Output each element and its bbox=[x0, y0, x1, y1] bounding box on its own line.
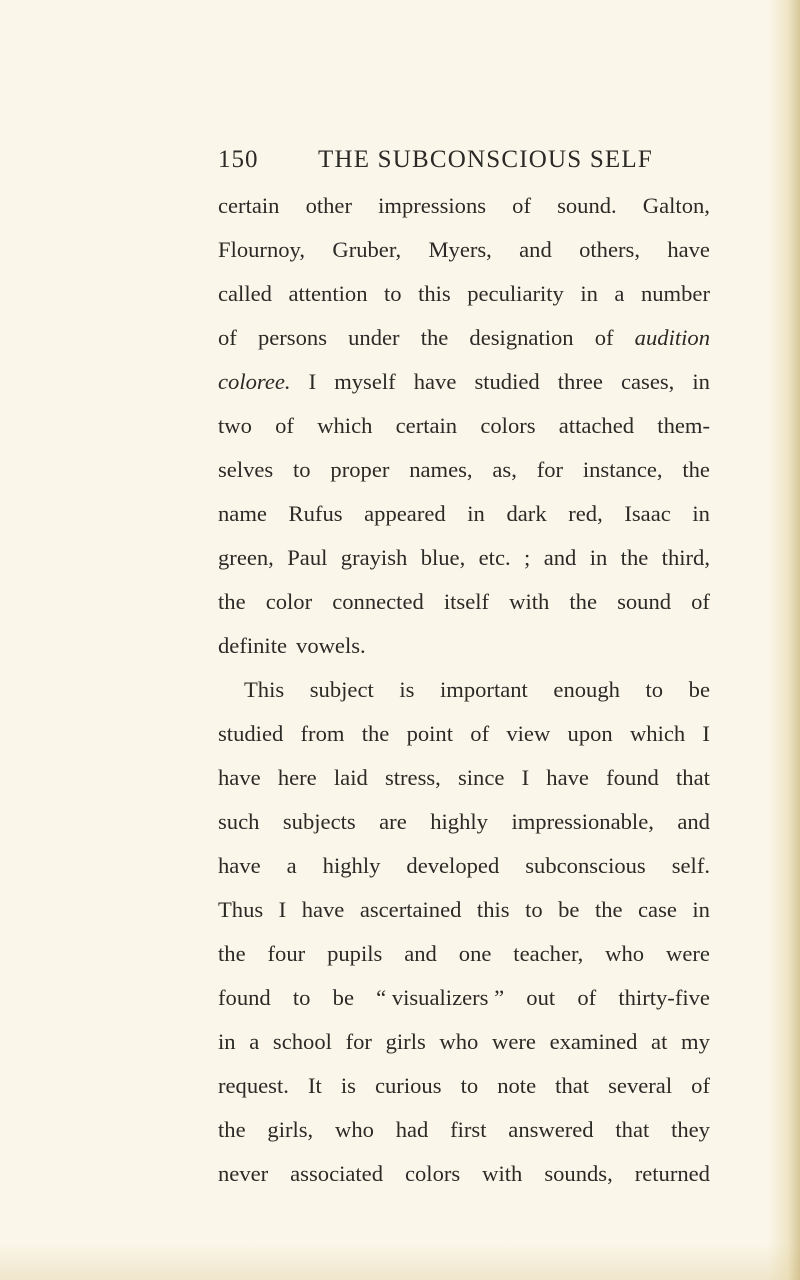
text-line bbox=[218, 844, 710, 888]
word: that bbox=[555, 1073, 590, 1098]
word: have bbox=[218, 765, 261, 790]
word: the bbox=[420, 325, 449, 350]
word: which bbox=[629, 721, 686, 746]
word: and bbox=[543, 545, 577, 570]
word: since bbox=[457, 765, 505, 790]
text-line bbox=[218, 360, 710, 404]
word: attention bbox=[288, 281, 368, 306]
text-line bbox=[218, 272, 710, 316]
word: to bbox=[460, 1073, 479, 1098]
word: proper bbox=[330, 457, 390, 482]
text-line bbox=[218, 316, 710, 360]
word: I bbox=[308, 369, 317, 394]
word: vowels. bbox=[296, 633, 366, 658]
word: the bbox=[569, 589, 597, 614]
word: note bbox=[497, 1073, 537, 1098]
word: a bbox=[286, 853, 297, 878]
word: request. bbox=[218, 1073, 289, 1098]
word: designation bbox=[469, 325, 574, 350]
word: other bbox=[305, 193, 352, 218]
word: school bbox=[272, 1029, 332, 1054]
word: of bbox=[275, 413, 294, 438]
word: grayish bbox=[340, 545, 408, 570]
word: persons bbox=[257, 325, 327, 350]
word: thirty-five bbox=[618, 985, 710, 1010]
word: were bbox=[492, 1029, 536, 1054]
word: here bbox=[277, 765, 317, 790]
word: instance, bbox=[582, 457, 663, 482]
word: examined bbox=[549, 1029, 638, 1054]
word: I bbox=[278, 897, 287, 922]
word: teacher, bbox=[513, 941, 584, 966]
word: Flournoy, bbox=[218, 237, 306, 262]
word: itself bbox=[443, 589, 490, 614]
word: Thus bbox=[218, 897, 264, 922]
word: Isaac bbox=[624, 501, 671, 526]
word: such bbox=[218, 809, 260, 834]
word: Paul bbox=[287, 545, 328, 570]
word: blue, bbox=[420, 545, 466, 570]
word: certain bbox=[395, 413, 458, 438]
text-line bbox=[218, 492, 710, 536]
word: my bbox=[681, 1029, 710, 1054]
text-line bbox=[218, 448, 710, 492]
word: subjects bbox=[282, 809, 356, 834]
word: which bbox=[317, 413, 373, 438]
word: and bbox=[677, 809, 710, 834]
word: this bbox=[418, 281, 451, 306]
text-line bbox=[218, 668, 710, 712]
word: impressionable, bbox=[511, 809, 654, 834]
word: names, bbox=[409, 457, 473, 482]
word: I bbox=[702, 721, 710, 746]
word: certain bbox=[218, 193, 280, 218]
word: enough bbox=[553, 677, 620, 702]
text-line bbox=[218, 1064, 710, 1108]
word: who bbox=[439, 1029, 479, 1054]
word: with bbox=[509, 589, 550, 614]
text-line bbox=[218, 580, 710, 624]
word: girls, bbox=[267, 1117, 314, 1142]
word: they bbox=[671, 1117, 710, 1142]
word: of bbox=[470, 721, 490, 746]
word: answered bbox=[508, 1117, 594, 1142]
text-line bbox=[218, 756, 710, 800]
word: the bbox=[361, 721, 390, 746]
word: that bbox=[676, 765, 710, 790]
word: green, bbox=[218, 545, 274, 570]
word: have bbox=[218, 853, 261, 878]
word: in bbox=[589, 545, 608, 570]
word: subconscious bbox=[525, 853, 646, 878]
word: first bbox=[450, 1117, 487, 1142]
word: colors bbox=[404, 1161, 461, 1186]
word: the bbox=[218, 589, 246, 614]
text-line bbox=[218, 536, 710, 580]
word: the bbox=[620, 545, 649, 570]
word: and bbox=[519, 237, 552, 262]
word: of bbox=[218, 325, 237, 350]
running-title: THE SUBCONSCIOUS SELF bbox=[318, 146, 653, 173]
word: this bbox=[476, 897, 510, 922]
text-line bbox=[218, 184, 710, 228]
word: red, bbox=[568, 501, 603, 526]
word: several bbox=[608, 1073, 673, 1098]
word: with bbox=[482, 1161, 523, 1186]
word: the bbox=[218, 1117, 246, 1142]
word: four bbox=[267, 941, 306, 966]
word: of bbox=[691, 1073, 710, 1098]
word: appeared bbox=[364, 501, 446, 526]
word: selves bbox=[218, 457, 274, 482]
word: colors bbox=[480, 413, 536, 438]
text-line bbox=[218, 1020, 710, 1064]
word: studied bbox=[474, 369, 540, 394]
text-line bbox=[218, 1108, 710, 1152]
word: them- bbox=[657, 413, 710, 438]
word: of bbox=[691, 589, 710, 614]
text-line bbox=[218, 800, 710, 844]
word: from bbox=[300, 721, 345, 746]
word: have bbox=[413, 369, 457, 394]
word: have bbox=[301, 897, 345, 922]
word: a bbox=[614, 281, 625, 306]
word: view bbox=[506, 721, 551, 746]
word: sound. bbox=[557, 193, 617, 218]
text-line bbox=[218, 624, 710, 668]
word: and bbox=[404, 941, 437, 966]
word: sound bbox=[617, 589, 672, 614]
text-line bbox=[218, 1152, 710, 1196]
word: be bbox=[558, 897, 580, 922]
word: Galton, bbox=[642, 193, 710, 218]
word: in bbox=[692, 501, 710, 526]
word: Myers, bbox=[428, 237, 492, 262]
text-line bbox=[218, 404, 710, 448]
word: important bbox=[439, 677, 528, 702]
word: associated bbox=[290, 1161, 384, 1186]
word: cases, bbox=[620, 369, 675, 394]
word: found bbox=[606, 765, 659, 790]
word: is bbox=[340, 1073, 356, 1098]
word: upon bbox=[567, 721, 613, 746]
word: were bbox=[666, 941, 710, 966]
word: is bbox=[399, 677, 415, 702]
word: peculiarity bbox=[467, 281, 564, 306]
word: in bbox=[692, 897, 710, 922]
word: etc. bbox=[478, 545, 511, 570]
word: to bbox=[384, 281, 402, 306]
word: called bbox=[218, 281, 272, 306]
word: pupils bbox=[327, 941, 383, 966]
word: I bbox=[521, 765, 530, 790]
word: highly bbox=[430, 809, 488, 834]
word: found bbox=[218, 985, 271, 1010]
word: Rufus bbox=[288, 501, 343, 526]
word: who bbox=[605, 941, 645, 966]
page-number: 150 bbox=[218, 146, 259, 173]
word: developed bbox=[406, 853, 500, 878]
word: connected bbox=[332, 589, 424, 614]
word: stress, bbox=[384, 765, 441, 790]
word: highly bbox=[322, 853, 381, 878]
word: definite bbox=[218, 633, 288, 658]
word: who bbox=[335, 1117, 374, 1142]
text-line bbox=[218, 888, 710, 932]
word: of bbox=[512, 193, 531, 218]
word: that bbox=[615, 1117, 650, 1142]
word: never bbox=[218, 1161, 269, 1186]
word: out bbox=[526, 985, 556, 1010]
word: one bbox=[458, 941, 492, 966]
word: had bbox=[395, 1117, 429, 1142]
word: sounds, bbox=[544, 1161, 613, 1186]
word: impressions bbox=[378, 193, 487, 218]
text-line bbox=[218, 228, 710, 272]
word: at bbox=[651, 1029, 668, 1054]
word: number bbox=[640, 281, 710, 306]
word: case bbox=[638, 897, 677, 922]
word: to bbox=[525, 897, 543, 922]
word: It bbox=[307, 1073, 322, 1098]
word: of bbox=[577, 985, 597, 1010]
word: have bbox=[546, 765, 589, 790]
word: point bbox=[406, 721, 454, 746]
word: of bbox=[594, 325, 614, 350]
word: third, bbox=[661, 545, 710, 570]
word: in bbox=[692, 369, 710, 394]
word: name bbox=[218, 501, 267, 526]
word: studied bbox=[218, 721, 284, 746]
word: the bbox=[594, 897, 623, 922]
word: for bbox=[345, 1029, 372, 1054]
word: a bbox=[249, 1029, 260, 1054]
word: coloree. bbox=[218, 369, 291, 394]
word: three bbox=[557, 369, 603, 394]
word: girls bbox=[385, 1029, 426, 1054]
word: laid bbox=[333, 765, 368, 790]
word: as, bbox=[492, 457, 517, 482]
word: two bbox=[218, 413, 252, 438]
word: subject bbox=[309, 677, 374, 702]
word: in bbox=[467, 501, 485, 526]
text-line bbox=[218, 712, 710, 756]
word: have bbox=[667, 237, 710, 262]
word: myself bbox=[334, 369, 396, 394]
word: color bbox=[265, 589, 313, 614]
word: for bbox=[536, 457, 564, 482]
word: the bbox=[682, 457, 710, 482]
word: curious bbox=[374, 1073, 442, 1098]
word: This bbox=[244, 677, 285, 702]
word: self. bbox=[671, 853, 710, 878]
word: ; bbox=[524, 545, 531, 570]
word: are bbox=[379, 809, 407, 834]
word: under bbox=[348, 325, 400, 350]
word: attached bbox=[558, 413, 635, 438]
body-text bbox=[218, 184, 710, 1196]
word: be bbox=[332, 985, 354, 1010]
word: the bbox=[218, 941, 246, 966]
word: to bbox=[645, 677, 664, 702]
text-line bbox=[218, 932, 710, 976]
word: to bbox=[293, 457, 311, 482]
word: others, bbox=[579, 237, 640, 262]
word: ascertained bbox=[359, 897, 462, 922]
word: “ visualizers ” bbox=[376, 985, 505, 1010]
running-head bbox=[218, 142, 708, 178]
word: audition bbox=[634, 325, 710, 350]
word: returned bbox=[634, 1161, 710, 1186]
word: be bbox=[688, 677, 710, 702]
word: dark bbox=[506, 501, 547, 526]
word: Gruber, bbox=[332, 237, 402, 262]
word: in bbox=[580, 281, 598, 306]
word: in bbox=[218, 1029, 236, 1054]
text-line bbox=[218, 976, 710, 1020]
word: to bbox=[292, 985, 311, 1010]
